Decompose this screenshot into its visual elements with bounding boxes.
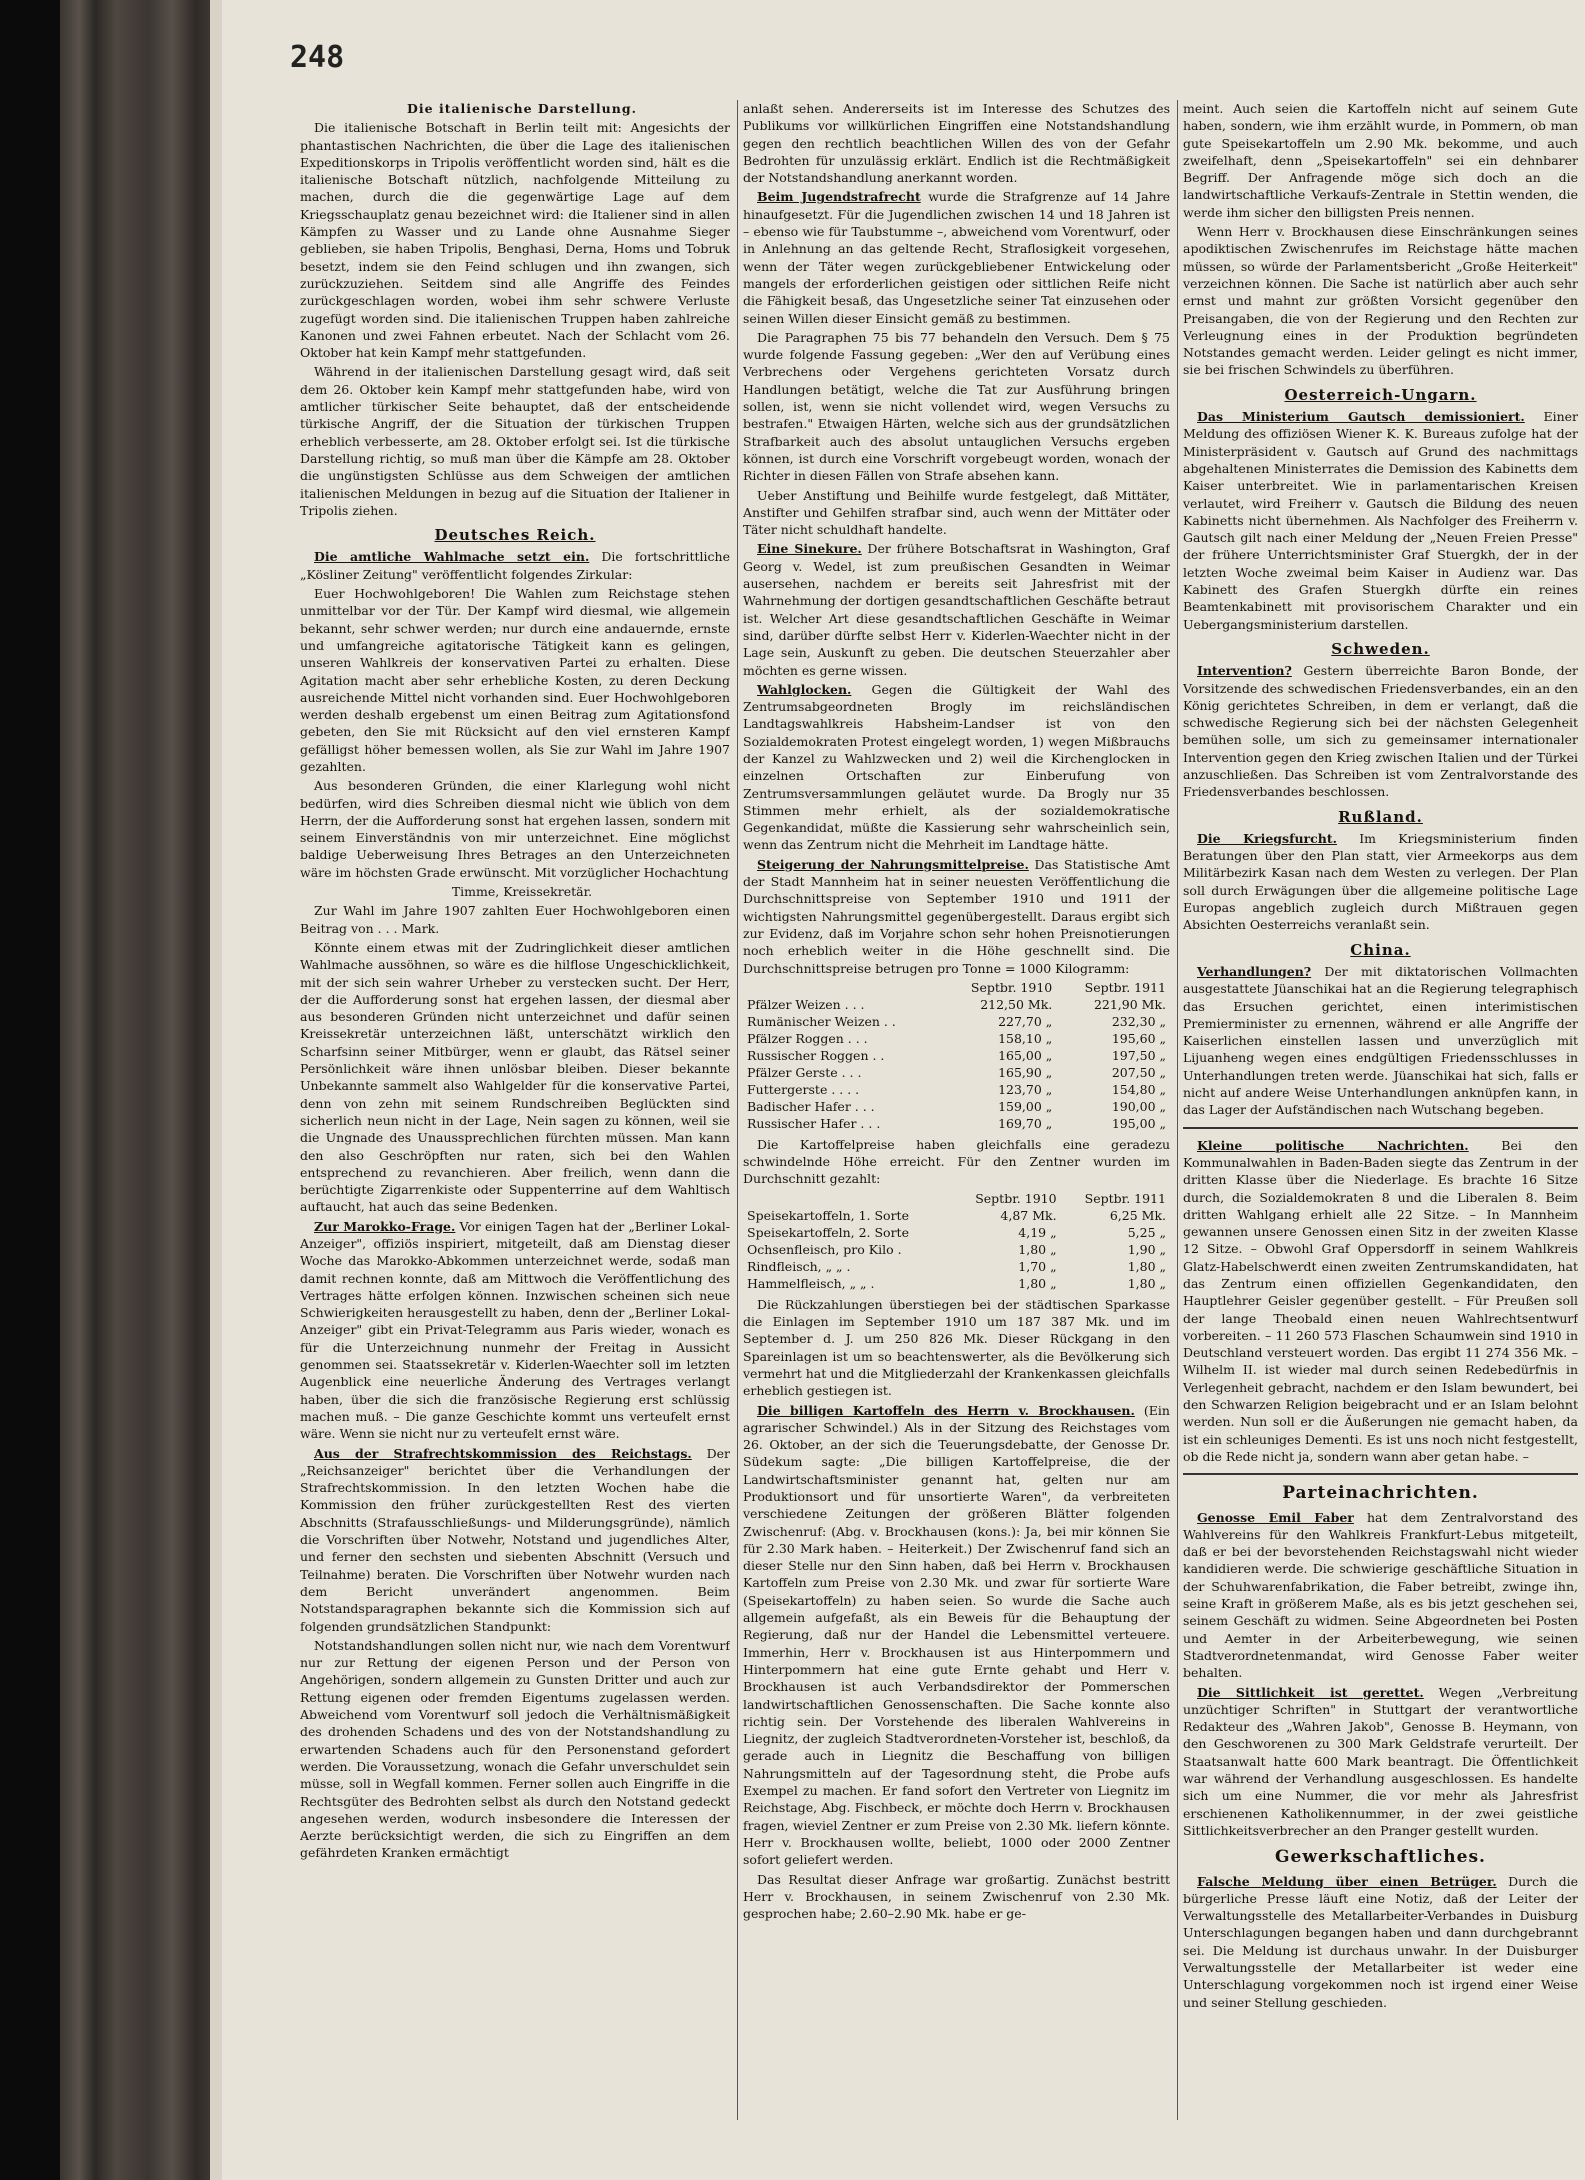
table-row (743, 1098, 1170, 1115)
table-cell: Badischer Hafer . . . (747, 1098, 875, 1114)
table-cell: 154,80 „ (1111, 1081, 1166, 1097)
article-text: Könnte einem etwas mit der Zudringlichkeit dieser amtlichen Wahlmache aussöhnen, so wäre es die hilflose Ungeschicklichkeit, mit der sich sein wahrer Urheber zu verstecken sucht. Der Herr, der die Aufforderung sonst hat ergehen lassen, der diesmal aber aus besonderen Gründen nicht unterzeichnet und dafür seinen Kreissekretär unterzeichnen läßt, unterschätzt wirklich den Scharfsinn seiner Mitbürger, wenn er glaubt, das Rätsel seiner Persönlichkeit wäre ihnen unlösbar bleiben. Dieser bekannte Unbekannte sammelt also Wahlgelder für die konservative Partei, denn von zehn mit seinem Rundschreiben Beglückten sind sicherlich neun nicht in der Lage, Nein sagen zu können, weil sie die Ungnade des Unaussprechlichen fürchten müssen. Man kann den also Geschröpften nur raten, sich bei den Wahlen entsprechend zu revanchieren. Aber freilich, wenn dann die berüchtigte Zigarrenkiste oder Suppenterrine auf dem Wahltisch auftaucht, hat auch das seine Bedenken. (300, 939, 730, 1215)
article-text: Einer Meldung des offiziösen Wiener K. K. Bureaus zufolge hat der Ministerpräsident v. Gautsch auf Grund des nachmittags abgehaltenen Ministerrates die Demission des Kabinetts dem Kaiser unterbreitet. Wie in parlamentarischen Kreisen verlautet, wird Freiherr v. Gautsch die Bildung des neuen Kabinetts nicht übernehmen. Als Nachfolger des Freiherrn v. Gautsch gilt nach einer Meldung der „Neuen Freien Presse" der frühere Unterrichtsminister Graf Stuergkh, der in der letzten Woche zweimal beim Kaiser in Audienz war. Das Kabinett des Grafen Stuergkh dürfte ein reines Beamtenkabinett mit provisorischem Charakter und ein Uebergangsministerium darstellen. (1183, 409, 1578, 632)
table-cell: 123,70 „ (998, 1081, 1053, 1097)
article-text: Euer Hochwohlgeboren! Die Wahlen zum Reichstage stehen unmittelbar vor der Tür. Der Kampf wird diesmal, wie allgemein bekannt, sehr schwer werden; nur durch eine andauernde, ernste und umfangreiche agitatorische Tätigkeit kann es gelingen, unseren Wahlkreis der konservativen Partei zu erhalten. Diese Agitation macht aber sehr erhebliche Kosten, zu deren Deckung ausreichende Mittel nicht vorhanden sind. Euer Hochwohlgeboren werden deshalb ergebenst um einen Beitrag zum Agitationsfond gebeten, den Sie mit Rücksicht auf den viel ernsteren Kampf gefälligst höher bemessen wollen, als Sie zur Wahl im Jahre 1907 gezahlten. (300, 586, 730, 774)
table-cell: 4,19 „ (1018, 1224, 1057, 1240)
article-lead: Die Kriegsfurcht. (1197, 830, 1337, 846)
article-text: Bei den Kommunalwahlen in Baden-Baden siegte das Zentrum in der dritten Klasse über die Niederlage. Es brachte 16 Sitze durch, die Sozialdemokraten 8 und die Liberalen 8. Beim dritten Wahlgang erhielt alle 22 Sitze. – In Mannheim gewannen unsere Genossen einen Sitz in der zweiten Klasse 12 Sitze. – Obwohl Graf Oppersdorff in seinem Wahlkreis Glatz-Habelschwerdt einen zweiten Zentrumskandidaten, hat das Zentrum einen offiziellen Gegenkandidaten, den Hauptlehrer Geisler gegenüber gestellt. – Für Preußen soll der lange Theobald einen neuen Wahlrechtsentwurf vorbereiten. – 11 260 573 Flaschen Schaumwein sind 1910 in Deutschland versteuert worden. Das ergibt 11 274 356 Mk. – Wilhelm II. ist wieder mal durch seinen Redebedürfnis in Verlegenheit gebracht, nachdem er den Islam bewundert, bei den Schwarzen Religion beigebracht und er an Islam belohnt werden. Nun soll er die Äußerungen nie gemacht haben, da ist ein schleuniges Dementi. Es ist uns noch nicht festgestellt, ob die Rede nicht ja, sondern wann aber getan habe. – (1183, 1137, 1578, 1464)
table-cell: Rumänischer Weizen . . (747, 1013, 896, 1029)
article-text: Die fortschrittliche „Kösliner Zeitung" veröffentlicht folgendes Zirkular: (300, 549, 730, 582)
article-text: Durch die bürgerliche Presse läuft eine Notiz, daß der Leiter der Verwaltungsstelle des Metallarbeiter-Verbandes in Duisburg Unterschlagungen begangen haben und dann durchgebrannt sei. Die Meldung ist durchaus unwahr. In der Duisburger Verwaltungsstelle der Metallarbeiter ist weder eine Unterschlagung vorgekommen noch ist irgend einer Weise und seiner Stellung geschieden. (1183, 1873, 1578, 2010)
article-text: (Ein agrarischer Schwindel.) Als in der Sitzung des Reichstages vom 26. Oktober, an der sich die Teuerungsdebatte, der Genosse Dr. Südekum sagte: „Die billigen Kartoffelpreise, die der Landwirtschaftsminister genannt hat, gelten nur am Produktionsort und für unsortierte Waren", da verbreiteten verschiedene Zeitungen der größeren Blätter folgenden Zwischenruf: (Abg. v. Brockhausen (kons.): Ja, bei mir können Sie für 2.30 Mark haben. – Heiterkeit.) Der Zwischenruf fand sich an dieser Stelle nur den Sinn haben, daß bei Herrn v. Brockhausen Kartoffeln zum Preise von 2.30 Mk. und zwar für sortierte Ware (Speisekartoffeln) zu haben seien. So wurde die Sache auch allgemein aufgefaßt, als ein Beweis für die Behauptung der Regierung, daß nur der Handel die Lebensmittel verteuere. Immerhin, Herr v. Brockhausen ist aus Hinterpommern und Hinterpommern hat eine gute Ernte gehabt und Herr v. Brockhausen ist auch Verbandsdirektor der Pommerschen landwirtschaftlichen Genossenschaften. Die Sache konnte also richtig sein. Der Vorstehende des liberalen Wahlvereins in Liegnitz, der zugleich Stadtverordneten-Vorsteher ist, beschloß, da gerade auch in Liegnitz die Beschaffung von billigen Nahrungsmitteln auf der Tagesordnung steht, die Probe aufs Exempel zu machen. Er fand sofort den Vertreter von Liegnitz im Reichstage, Abg. Fischbeck, er möchte doch Herrn v. Brockhausen fragen, wieviel Zentner er zum Preise von 2.30 Mk. liefern könnte. Herr v. Brockhausen wollte, beliebt, 1000 oder 2000 Zentner sofort geliefert werden. (743, 1402, 1170, 1868)
article-lead: Genosse Emil Faber (1197, 1509, 1354, 1525)
article-text: anlaßt sehen. Andererseits ist im Interesse des Schutzes des Publikums vor willkürlichen Eingriffen eine Notstandshandlung gegen den rechtlich beachtlichen Willen des von der Gefahr Bedrohten für unzulässig erklärt. Endlich ist die Rechtmäßigkeit der Notstandshandlung anerkannt worden. (743, 101, 1170, 186)
column-2 (743, 100, 1170, 2140)
table-cell: 195,00 „ (1111, 1115, 1166, 1131)
table-cell: Speisekartoffeln, 2. Sorte (747, 1224, 909, 1240)
table-cell: 1,90 „ (1127, 1241, 1166, 1257)
table-cell: Rindfleisch, „ „ . (747, 1258, 851, 1274)
table-cell: Ochsenfleisch, pro Kilo . (747, 1241, 902, 1257)
binding-edge (0, 0, 60, 2180)
article-text: Das Statistische Amt der Stadt Mannheim hat in seiner neuesten Veröffentlichung die Durchschnittspreise von September 1910 und 1911 der wichtigsten Nahrungsmittel gegenübergestellt. Daraus ergibt sich zur Evidenz, daß im Vorjahre schon sehr hohen Preisnotierungen noch erheblich weiter in die Höhe geschnellt sind. Die Durchschnittspreise betrugen pro Tonne = 1000 Kilogramm: (743, 856, 1170, 976)
article-text: Wegen „Verbreitung unzüchtiger Schriften" in Stuttgart der verantwortliche Redakteur des „Wahren Jakob", Genosse B. Heymann, von den Geschworenen zu 300 Mark Geldstrafe verurteilt. Der Staatsanwalt hatte 600 Mark beantragt. Die Öffentlichkeit war während der Verhandlung ausgeschlossen. Es handelte sich um eine Nummer, die vor mehr als Jahresfrist erschienenen Katholikennummer, in der zwei geistliche Sittlichkeitsverbrecher an den Pranger gestellt wurden. (1183, 1684, 1578, 1838)
table-cell: 227,70 „ (998, 1013, 1053, 1029)
table-row (743, 1258, 1170, 1275)
article-text: meint. Auch seien die Kartoffeln nicht auf seinem Gute haben, sondern, wie ihm erzählt wurde, in Pommern, ob man gute Speisekartoffeln um 2.90 Mk. bekomme, und auch zweifelhaft, denn „Speisekartoffeln" sei ein dehnbarer Begriff. Der Anfragende möge sich doch an die landwirtschaftliche Verkaufs-Zentrale in Stettin wenden, die werde ihm sicher den billigsten Preis nennen. (1183, 101, 1578, 220)
article-text: Der „Reichsanzeiger" berichtet über die Verhandlungen der Strafrechtskommission. In den letzten Wochen habe die Kommission den früher zurückgestellten Rest des vierten Abschnitts (Strafausschließungs- und Milderungsgründe), nämlich die Vorschriften über Notwehr, Notstand und jugendliches Alter, und ferner den sechsten und siebenten Abschnitt (Versuch und Teilnahme) beraten. Die Vorschriften über Notwehr wurden nach dem Bericht unverändert angenommen. Beim Notstandsparagraphen bekannte sich die Kommission sich auf folgenden grundsätzlichen Standpunkt: (300, 1445, 730, 1634)
table-cell: 165,00 „ (998, 1047, 1053, 1063)
article-lead: Die billigen Kartoffeln des Herrn v. Brockhausen. (757, 1402, 1135, 1418)
column-1 (300, 100, 730, 2140)
table-cell: Russischer Hafer . . . (747, 1115, 881, 1131)
section-heading: Gewerkschaftliches. (1275, 1847, 1486, 1868)
article-lead: Kleine politische Nachrichten. (1197, 1137, 1469, 1153)
article-text: Gegen die Gültigkeit der Wahl des Zentrumsabgeordneten Brogly im reichsländischen Landtagswahlkreis Habsheim-Landser ist von den Sozialdemokraten Protest eingelegt worden, 1) wegen Mißbrauchs der Kanzel zu Wahlzwecken und 2) weil die Kirchenglocken in einzelnen Ortschaften zur Einberufung von Zentrumsversammlungen geläutet wurde. Da Brogly nur 35 Stimmen mehr erhielt, als der sozialdemokratische Gegenkandidat, müßte die Kassierung sehr wahrscheinlich sein, wenn das Zentrum nicht die Mehrheit im Landtage hätte. (743, 681, 1170, 853)
article-text: Die Paragraphen 75 bis 77 behandeln den Versuch. Dem § 75 wurde folgende Fassung gegeben: „Wer den auf Verübung eines Verbrechens oder Vergehens gerichteten Vorsatz durch Handlungen betätigt, welche die Tat zur Ausführung bringen sollen, ist, wenn sie nicht vollendet wird, wegen Versuchs zu bestrafen." Etwaigen Härten, welche sich aus der grundsätzlichen Strafbarkeit auch des absolut untauglichen Versuchs ergeben können, ist durch eine Vorschrift vorgebeugt worden, wonach der Richter in diesen Fällen von Strafe absehen kann. (743, 329, 1170, 484)
table-cell: Hammelfleisch, „ „ . (747, 1275, 875, 1291)
article-text: Vor einigen Tagen hat der „Berliner Lokal-Anzeiger", offiziös inspiriert, mitgeteilt, daß am Dienstag dieser Woche das Marokko-Abkommen unterzeichnet werde, sodaß man damit rechnen konnte, daß am Mittwoch die Veröffentlichung des Vertrages hätte erfolgen können. Inzwischen scheinen sich neue Schwierigkeiten herausgestellt zu haben, denn der „Berliner Lokal-Anzeiger" gibt ein Privat-Telegramm aus Paris wieder, wonach es für die Unterzeichnung nunmehr der Freitag in Aussicht genommen sei. Staatssekretär v. Kiderlen-Waechter soll im letzten Augenblick eine neuerliche Änderung des Vertrages verlangt haben, über die sich die französische Regierung erst schlüssig machen muß. – Die ganze Geschichte kommt uns verteufelt ernst wäre. Wenn sie nicht nur zu verteufelt ernst wäre. (300, 1218, 730, 1442)
divider (1183, 1473, 1578, 1475)
article-lead: Falsche Meldung über einen Betrüger. (1197, 1873, 1497, 1889)
table-cell: 195,60 „ (1111, 1030, 1166, 1046)
article-lead: Zur Marokko-Frage. (314, 1218, 456, 1234)
article-text: Die Rückzahlungen überstiegen bei der städtischen Sparkasse die Einlagen im September 1910 um 187 387 Mk. und im September d. J. um 250 826 Mk. Dieser Rückgang in den Spareinlagen ist um so beachtenswerter, als die Bevölkerung sich vermehrt hat und die Mitgliederzahl der Krankenkassen gleichfalls erheblich gestiegen ist. (743, 1296, 1170, 1399)
divider (1183, 1127, 1578, 1129)
article-text: Der mit diktatorischen Vollmachten ausgestattete Jüanschikai hat an die Regierung telegraphisch das Ersuchen gerichtet, einen interimistischen Premierminister zu ernennen, während er alle Angriffe der Kaiserlichen einstellen lassen und unverzüglich mit Lijuanheng wegen eines endgültigen Friedensschlusses in Unterhandlungen treten werde. Jüanschikai hat sich, falls er nicht auf andere Weise Unterhandlungen anknüpfen kann, in das Lager der Aufständischen nach Wutschang begeben. (1183, 963, 1578, 1118)
table-cell: 1,80 „ (1127, 1258, 1166, 1274)
article-lead: Wahlglocken. (757, 681, 852, 697)
article-text: Die Kartoffelpreise haben gleichfalls eine geradezu schwindelnde Höhe erreicht. Für den Zentner wurden im Durchschnitt gezahlt: (743, 1136, 1170, 1187)
table-row (743, 1207, 1170, 1224)
article-text: Während in der italienischen Darstellung gesagt wird, daß seit dem 26. Oktober kein Kampf mehr stattgefunden habe, wird von amtlicher türkischer Seite behauptet, daß der entscheidende türkische Angriff, der die Situation der türkischen Truppen erheblich verbesserte, am 28. Oktober erfolgt sei. Ist die türkische Darstellung richtig, so muß man über die Kämpfe am 28. Oktober die ungünstigsten Schlüsse aus dem Schweigen der amtlichen italienischen Meldungen in bezug auf die Situation der Italiener in Tripolis ziehen. (300, 364, 730, 518)
column-3 (1183, 100, 1578, 2140)
table-cell: 165,90 „ (998, 1064, 1053, 1080)
article-text: Wenn Herr v. Brockhausen diese Einschränkungen seines apodiktischen Zwischenrufes im Reichstage hätte machen müssen, so würde der Parlamentsbericht „Große Heiterkeit" verzeichnen können. Die Sache ist natürlich aber auch sehr ernst und mahnt zur größten Vorsicht gegenüber den Preisangaben, die von der Regierung und den Rechten zur Verleugnung eines in der Produktion begründeten Notstandes gemacht werden. Leider gelingt es nicht immer, sie bei frischen Schwindels zu überführen. (1183, 224, 1578, 378)
table-row (743, 1030, 1170, 1047)
article-text: hat dem Zentralvorstand des Wahlvereins für den Wahlkreis Frankfurt-Lebus mitgeteilt, daß er bei der bevorstehenden Reichstagswahl nicht wieder kandidieren werde. Die schwierige geschäftliche Situation in der Schuhwarenfabrikation, die Faber betreibt, zwinge ihn, seine Kraft in größerem Maße, als es bis jetzt geschehen sei, seinem Geschäft zu widmen. Seine Abgeordneten bei Posten und Aemter in der Arbeiterbewegung, wie seinen Stadtverordnetenmandat, wird Genosse Faber weiter behalten. (1183, 1509, 1578, 1681)
table-cell: Futtergerste . . . . (747, 1081, 860, 1097)
table-cell: 158,10 „ (998, 1030, 1053, 1046)
potato-meat-price-table (743, 1190, 1170, 1292)
column-divider (737, 100, 738, 2120)
article-lead: Das Ministerium Gautsch demissioniert. (1197, 409, 1525, 425)
table-row (743, 1081, 1170, 1098)
signature: Timme, Kreissekretär. (451, 884, 593, 900)
column-divider (1177, 100, 1178, 2120)
article-lead: Steigerung der Nahrungsmittelpreise. (757, 856, 1029, 872)
table-cell: Russischer Roggen . . (747, 1047, 885, 1063)
table-header: Septbr. 1911 (1084, 979, 1166, 995)
table-cell: 1,80 „ (1018, 1275, 1057, 1291)
table-row (743, 1047, 1170, 1064)
article-text: wurde die Strafgrenze auf 14 Jahre hinaufgesetzt. Für die Jugendlichen zwischen 14 und 18 Jahren ist – ebenso wie für Taubstumme –, abweichend vom Vorentwurf, oder in Anlehnung an das geltende Recht, Straflosigkeit vorgesehen, wenn der Täter wegen zurückgebliebener Entwickelung oder mangels der erforderlichen geistigen oder sittlichen Reife nicht die Fähigkeit besaß, das Ungesetzliche seiner Tat einzusehen oder seinen Willen dieser Einsicht gemäß zu bestimmen. (743, 189, 1170, 326)
article-text: Notstandshandlungen sollen nicht nur, wie nach dem Vorentwurf nur zur Rettung der eigenen Person und der Person von Angehörigen, sondern allgemein zu Gunsten Dritter und auch zur Rettung eigenen oder fremden Eigentums zugelassen werden. Abweichend vom Vorentwurf soll jedoch die Verhältnismäßigkeit des drohenden Schadens und des von der Notstandshandlung zu erwartenden Schadens auch für den Personenstand gefordert werden. Die Voraussetzung, wonach die Gefahr unverschuldet sein müsse, soll in Wegfall kommen. Ferner sollen auch Eingriffe in die Rechtsgüter des Bedrohten selbst als durch den Notstand gedeckt angesehen werden, wodurch insbesondere die Interessen der Aerzte berücksichtigt werden, die sich zu Eingriffen an dem gefährdeten Kranken ermächtigt (300, 1637, 730, 1861)
table-cell: 1,80 „ (1127, 1275, 1166, 1291)
article-heading: Die italienische Darstellung. (407, 101, 637, 116)
table-row (743, 1275, 1170, 1292)
grain-price-table (743, 979, 1170, 1132)
table-row (743, 1115, 1170, 1132)
article-text: Ueber Anstiftung und Beihilfe wurde festgelegt, daß Mittäter, Anstifter und Gehilfen strafbar sind, auch wenn der Mittäter oder Täter nicht schuldhaft handelte. (743, 487, 1170, 538)
article-lead: Verhandlungen? (1197, 963, 1312, 979)
table-cell: 169,70 „ (998, 1115, 1053, 1131)
table-cell: 1,80 „ (1018, 1241, 1057, 1257)
table-row (743, 1241, 1170, 1258)
article-lead: Eine Sinekure. (757, 541, 862, 557)
table-row (743, 1013, 1170, 1030)
table-header: Septbr. 1910 (975, 1190, 1057, 1206)
table-cell: 5,25 „ (1127, 1224, 1166, 1240)
table-cell: 232,30 „ (1111, 1013, 1166, 1029)
section-heading: Parteinachrichten. (1282, 1483, 1479, 1504)
table-cell: Pfälzer Roggen . . . (747, 1030, 868, 1046)
section-heading: Schweden. (1331, 639, 1430, 658)
page-number: 248 (290, 40, 345, 75)
article-text: Das Resultat dieser Anfrage war großartig. Zunächst bestritt Herr v. Brockhausen, in seinem Zwischenruf von 2.30 Mk. gesprochen habe; 2.60–2.90 Mk. habe er ge- (743, 1871, 1170, 1922)
table-cell: Speisekartoffeln, 1. Sorte (747, 1207, 909, 1223)
table-cell: Pfälzer Weizen . . . (747, 996, 865, 1012)
table-cell: 1,70 „ (1018, 1258, 1057, 1274)
table-cell: 212,50 Mk. (980, 996, 1053, 1012)
table-row (743, 996, 1170, 1013)
article-text: Zur Wahl im Jahre 1907 zahlten Euer Hochwohlgeboren einen Beitrag von . . . Mark. (300, 903, 730, 936)
table-cell: 190,00 „ (1111, 1098, 1166, 1114)
article-text: Gestern überreichte Baron Bonde, der Vorsitzende des schwedischen Friedensverbandes, ein an den König gerichtetes Schreiben, in dem er verlangt, daß die schwedische Regierung sich bei der nächsten Gelegenheit bemühen solle, um sich zu gemeinsamer internationaler Intervention gegen den Krieg zwischen Italien und der Türkei anzuschließen. Das Schreiben ist vom Zentralvorstande des Friedensverbandes beschlossen. (1183, 663, 1578, 800)
article-text: Im Kriegsministerium finden Beratungen über den Plan statt, vier Armeekorps aus dem Militärbezirk Kasan nach dem Westen zu verlegen. Der Plan soll durch Erwägungen über die allgemeine politische Lage Europas angeblich zugleich durch Mißtrauen gegen Absichten Oesterreichs veranlaßt sein. (1183, 830, 1578, 933)
article-lead: Beim Jugendstrafrecht (757, 189, 921, 205)
table-cell: 207,50 „ (1111, 1064, 1166, 1080)
article-lead: Die Sittlichkeit ist gerettet. (1197, 1684, 1424, 1700)
table-header: Septbr. 1911 (1084, 1190, 1166, 1206)
section-heading: China. (1350, 940, 1411, 959)
article-lead: Aus der Strafrechtskommission des Reichstags. (314, 1445, 692, 1461)
article-text: Aus besonderen Gründen, die einer Klarlegung wohl nicht bedürfen, wird dies Schreiben diesmal nicht wie üblich von dem Herrn, der die Aufforderung sonst hat ergehen lassen, sondern mit seinem Einverständnis von mir unterzeichnet. Eine möglichst baldige Ueberweisung Ihres Betrages an den Unterzeichneten wäre im höchsten Grade erwünscht. Mit vorzüglicher Hochachtung (300, 778, 730, 880)
table-row (743, 1064, 1170, 1081)
table-cell: Pfälzer Gerste . . . (747, 1064, 862, 1080)
book-spine (60, 0, 220, 2180)
article-lead: Intervention? (1197, 663, 1292, 679)
table-cell: 197,50 „ (1111, 1047, 1166, 1063)
table-cell: 159,00 „ (998, 1098, 1053, 1114)
table-cell: 221,90 Mk. (1093, 996, 1166, 1012)
article-text: Die italienische Botschaft in Berlin teilt mit: Angesichts der phantastischen Nachrichten, die über die Lage des italienischen Expeditionskorps in Tripolis veröffentlicht worden sind, hält es die italienische Botschaft nützlich, nachfolgende Mitteilung zu machen, durch die die gegenwärtige Lage auf dem Kriegsschauplatz genau bezeichnet wird: die Italiener sind in allen Kämpfen zu Wasser und zu Lande ohne Ausnahme Sieger geblieben, sie haben Tripolis, Benghasi, Derna, Homs und Tobruk besetzt, indem sie den Feind schlugen und ihn zwangen, sich zurückzuziehen. Seitdem sind alle Angriffe des Feindes zurückgeschlagen worden, wobei ihm sehr schwere Verluste zugefügt worden sind. Die italienischen Truppen haben zahlreiche Kanonen und zwei Fahnen erbeutet. Nach der Schlacht vom 26. Oktober hat kein Kampf mehr stattgefunden. (300, 120, 730, 361)
article-lead: Die amtliche Wahlmache setzt ein. (314, 549, 590, 565)
section-heading: Deutsches Reich. (434, 526, 596, 545)
table-cell: 6,25 Mk. (1109, 1207, 1166, 1223)
section-heading: Rußland. (1338, 807, 1423, 826)
article-text: Der frühere Botschaftsrat in Washington, Graf Georg v. Wedel, ist zum preußischen Gesandten in Weimar ausersehen, nachdem er bereits seit Jahresfrist mit der Wahrnehmung der dortigen gesandtschaftlichen Geschäfte betraut ist. Welcher Art diese gesandtschaftlichen Geschäfte in Weimar sind, darüber dürfte selbst Herr v. Kiderlen-Waechter nicht in der Lage sein, Auskunft zu geben. Die deutschen Steuerzahler aber möchten es gerne wissen. (743, 541, 1170, 678)
table-header: Septbr. 1910 (970, 979, 1053, 995)
table-row (743, 1224, 1170, 1241)
section-heading: Oesterreich-Ungarn. (1284, 385, 1477, 404)
table-cell: 4,87 Mk. (1000, 1207, 1057, 1223)
